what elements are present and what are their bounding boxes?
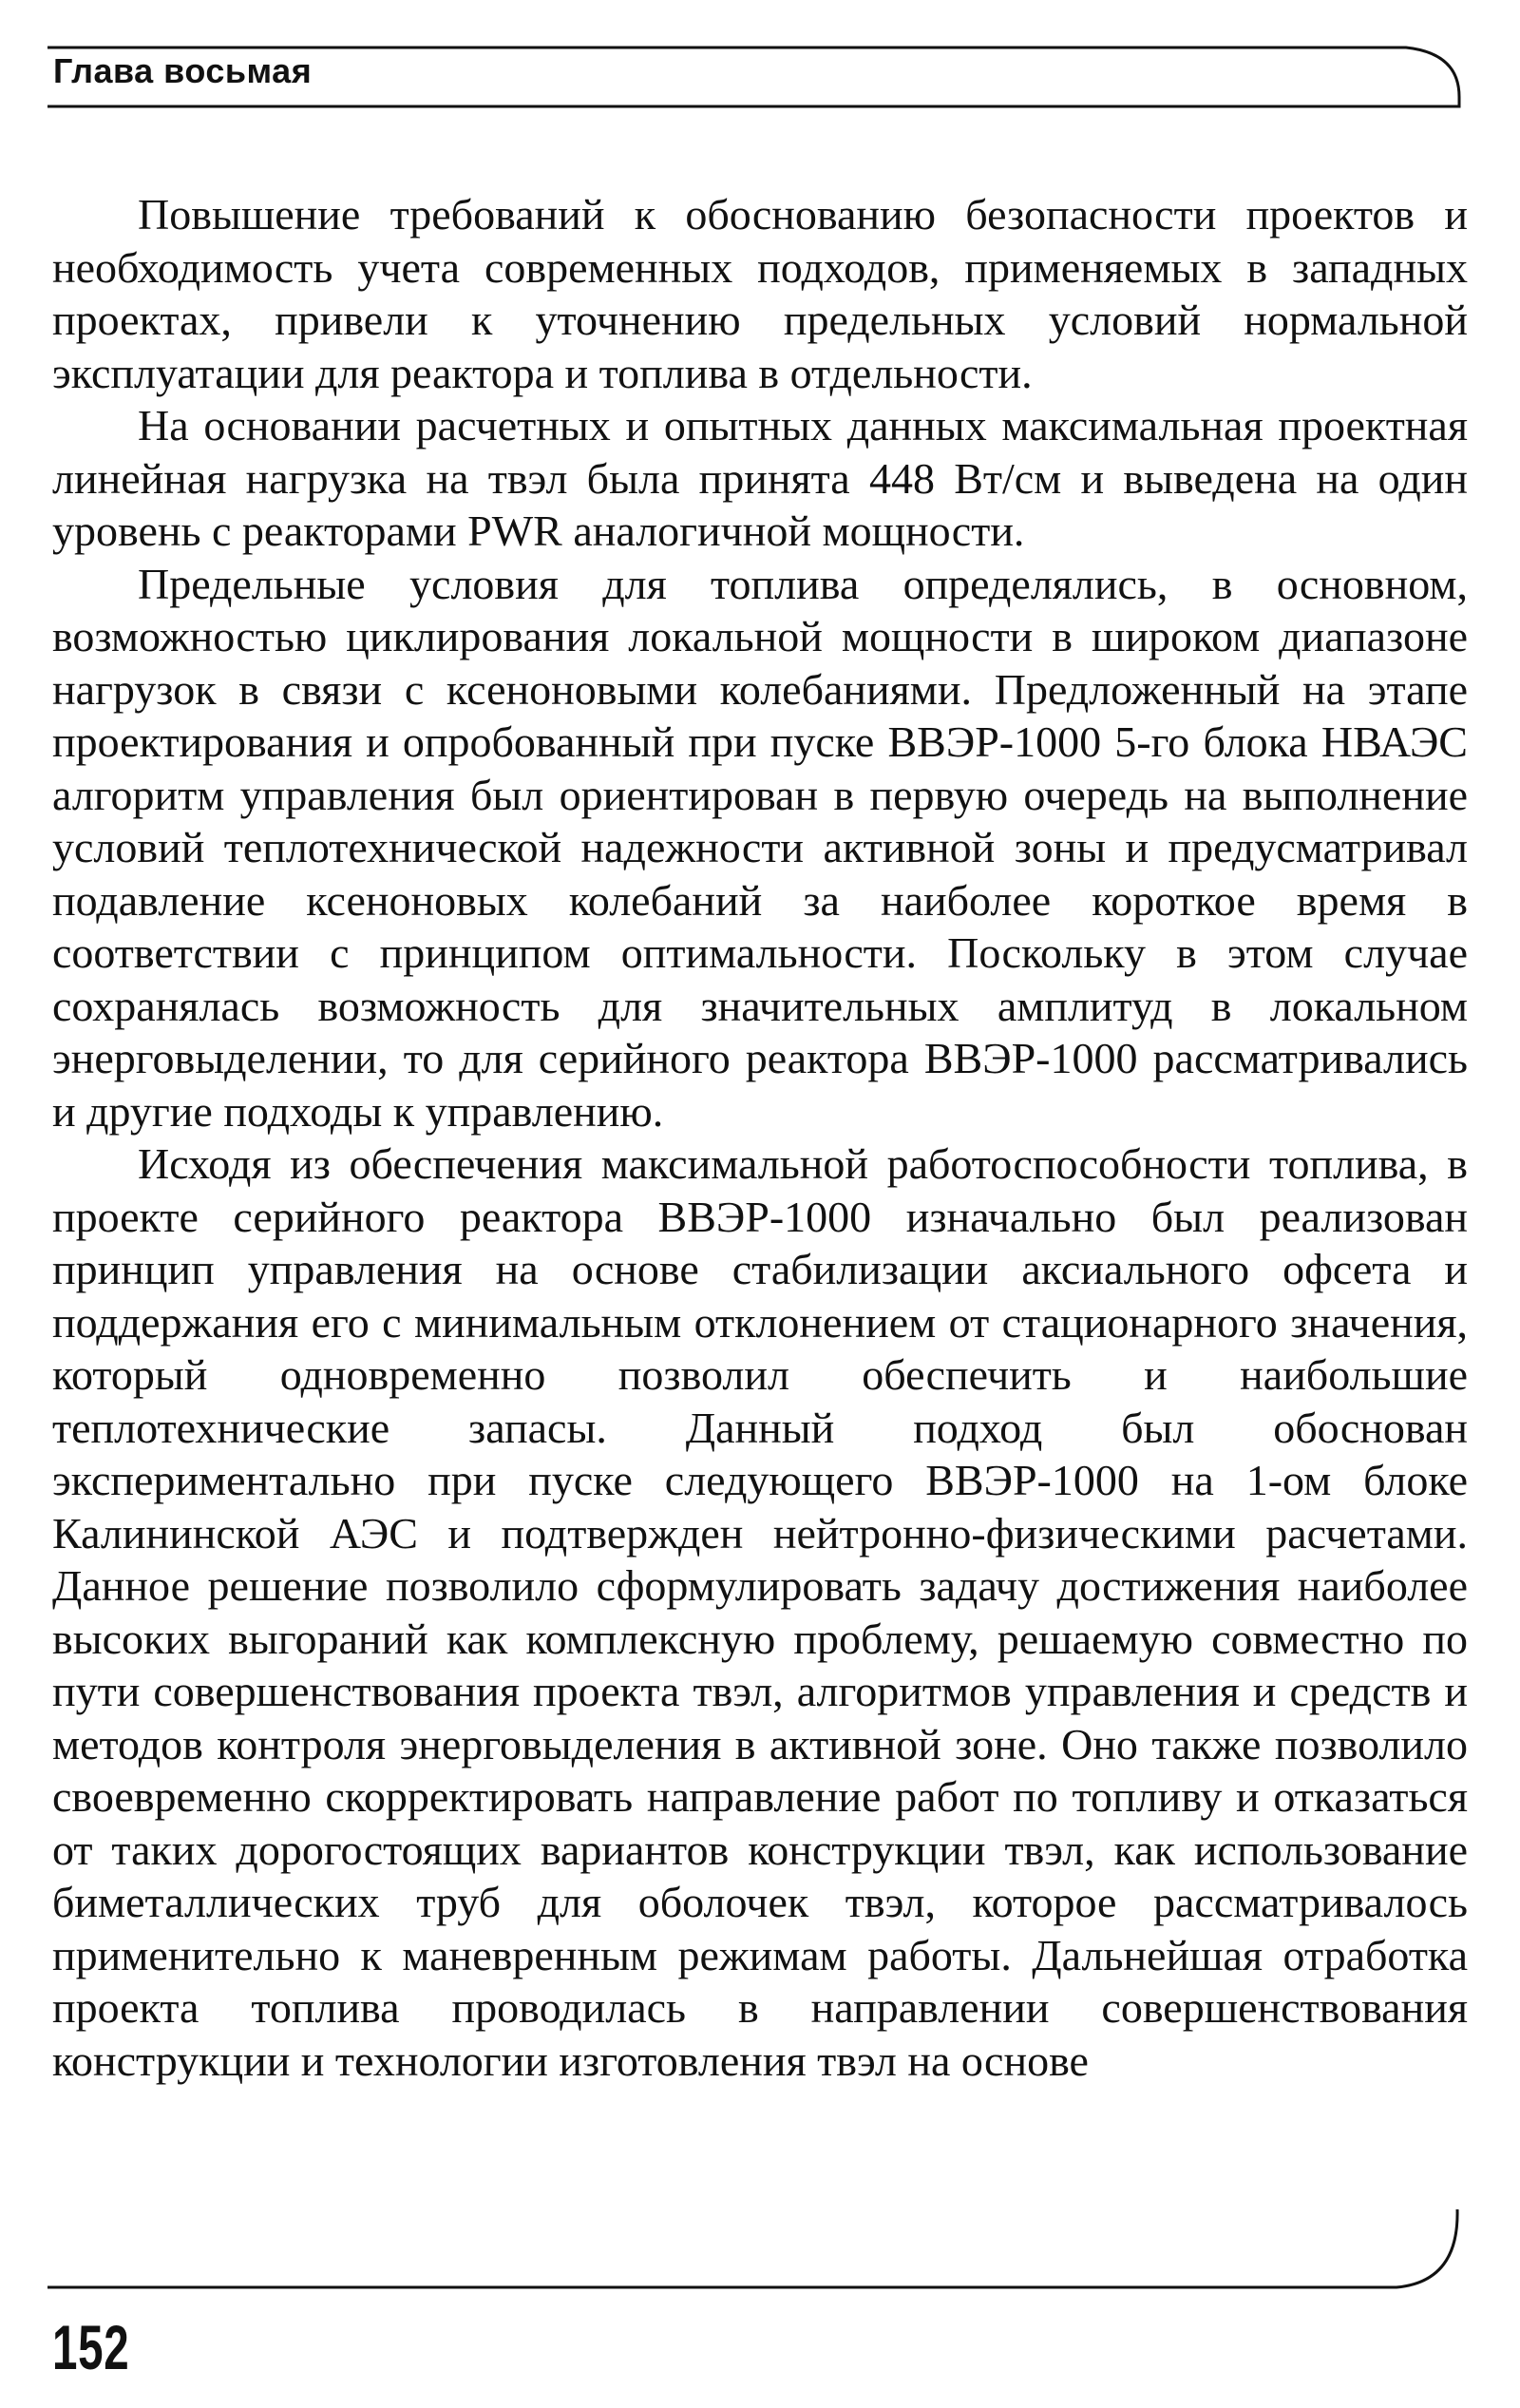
- paragraph: Повышение требований к обоснованию безопасности проектов и необходимость учета современных подходов, применяемых в западных проектах, привели к уточнению предельных условий нормальной эксплуатации для реактора и топлива в отдельности.: [52, 190, 1468, 397]
- paragraph: Исходя из обеспечения максимальной работоспособности топлива, в проекте серийного реактора ВВЭР-1000 изначально был реализован принцип управления на основе стабилизации аксиального офсета и поддержания его с минимальным отклонением от стационарного значения, который одновременно позволил обеспечить и наибольшие теплотехнические запасы. Данный подход был обоснован экспериментально при пуске следующего ВВЭР-1000 на 1-ом блоке Калининской АЭС и подтвержден нейтронно-физическими расчетами. Данное решение позволило сформулировать задачу достижения наиболее высоких выгораний как комплексную проблему, решаемую совместно по пути совершенствования проекта твэл, алгоритмов управления и средств и методов контроля энерговыделения в активной зоне. Оно также позволило своевременно скорректировать направление работ по топливу и отказаться от таких дорогостоящих вариантов конструкции твэл, как использование биметаллических труб для оболочек твэл, которое рассматривалось применительно к маневренным режимам работы. Дальнейшая отработка проекта топлива проводилась в направлении совершенствования конструкции и технологии изготовления твэл на основе: [52, 1139, 1468, 2085]
- page-number: 152: [52, 2312, 130, 2382]
- paragraph: На основании расчетных и опытных данных максимальная проектная линейная нагрузка на твэл была принята 448 Вт/см и выведена на один уровень с реакторами PWR аналогичной мощности.: [52, 401, 1468, 555]
- footer-rule: [48, 2209, 1463, 2295]
- page-footer: [48, 2209, 1463, 2295]
- main-text: [52, 188, 1468, 2087]
- paragraph: Предельные условия для топлива определялись, в основном, возможностью циклирования локальной мощности в широком диапазоне нагрузок в связи с ксеноновыми колебаниями. Предложенный на этапе проектирования и опробованный при пуске ВВЭР-1000 5-го блока НВАЭС алгоритм управления был ориентирован в первую очередь на выполнение условий теплотехнической надежности активной зоны и предусматривал подавление ксеноновых колебаний за наиболее короткое время в соответствии с принципом оптимальности. Поскольку в этом случае сохранялась возможность для значительных амплитуд в локальном энерговыделении, то для серийного реактора ВВЭР-1000 рассматривались и другие подходы к управлению.: [52, 559, 1468, 1136]
- chapter-title: Глава восьмая: [53, 51, 313, 90]
- page-header: [48, 48, 1463, 114]
